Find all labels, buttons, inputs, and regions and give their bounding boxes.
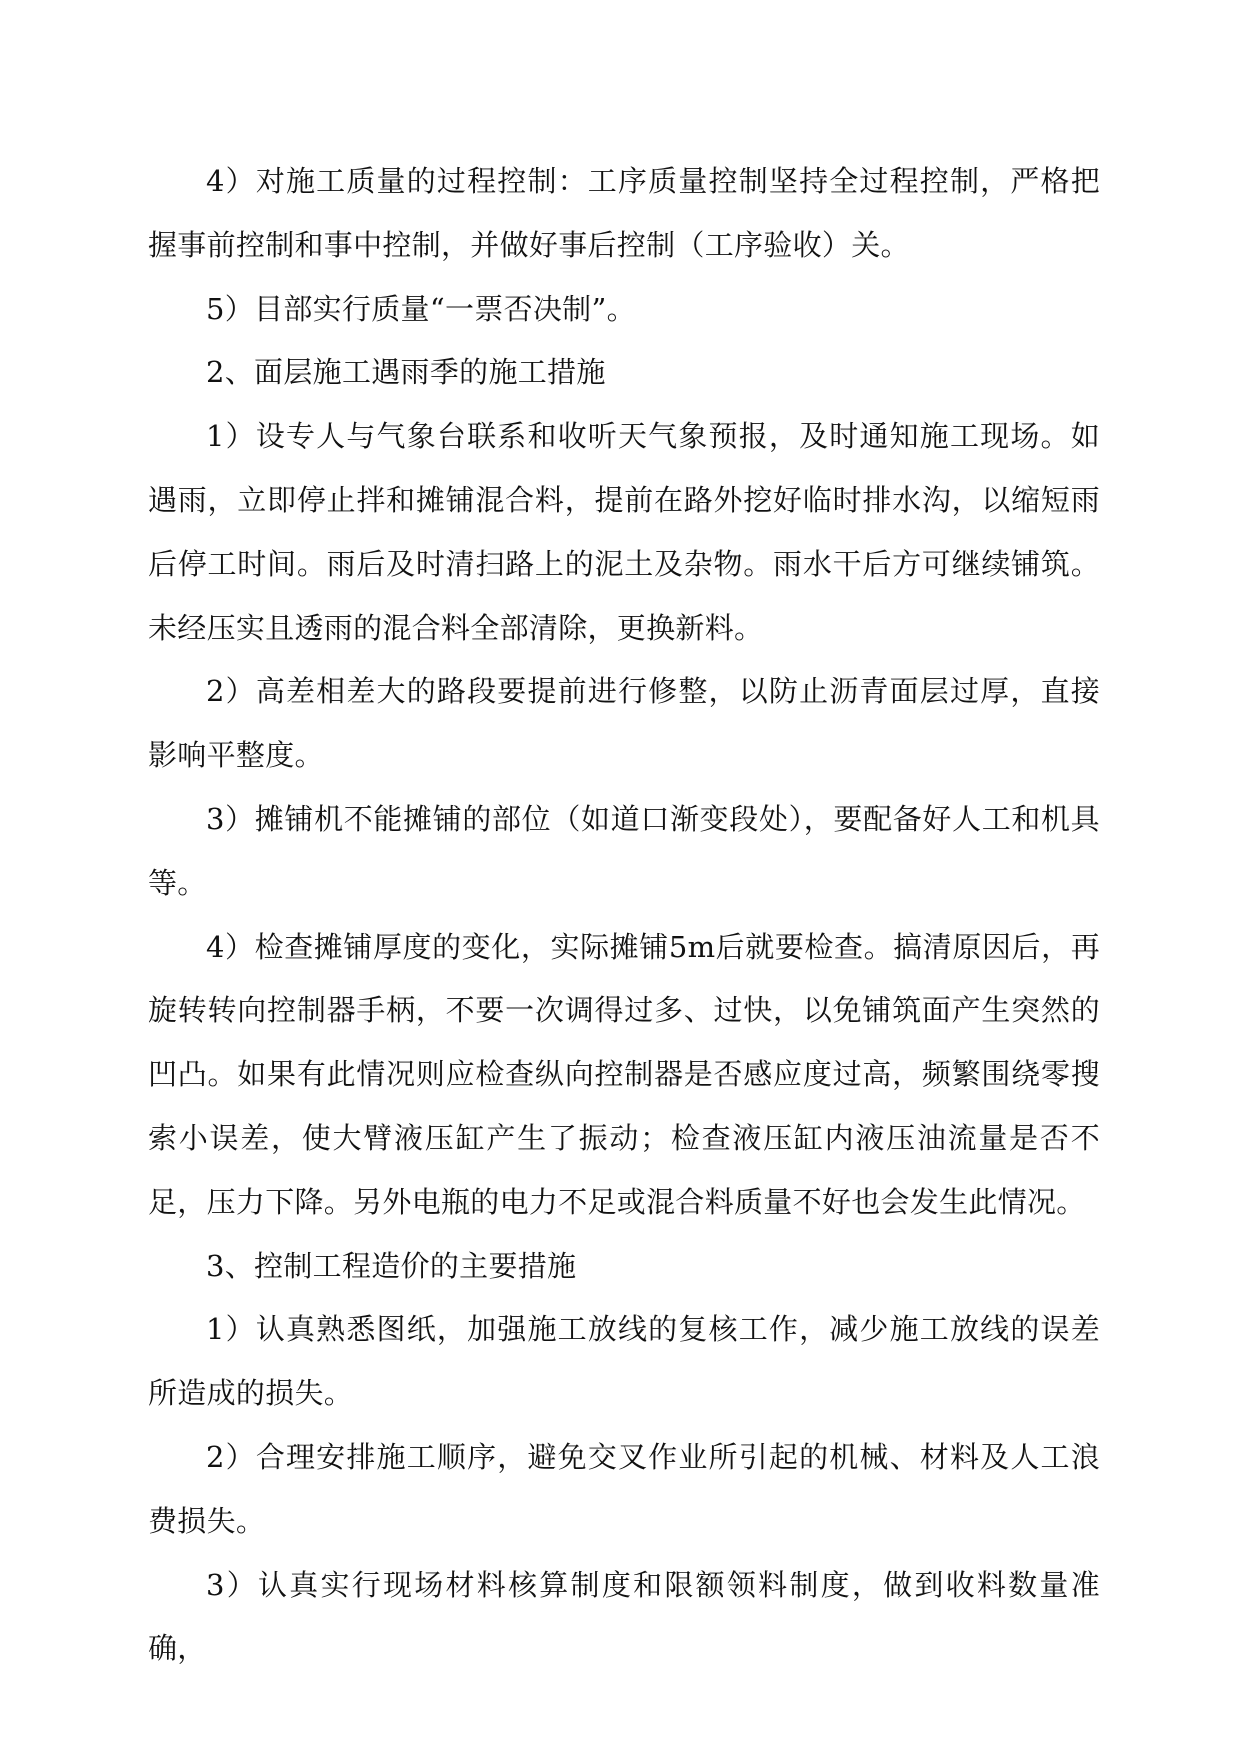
paragraph-construction-sequence: 2）合理安排施工顺序，避免交叉作业所引起的机械、材料及人工浪费损失。 [148,1439,1100,1538]
paragraph-drawing-review: 1）认真熟悉图纸，加强施工放线的复核工作，减少施工放线的误差所造成的损失。 [148,1312,1100,1411]
paragraph-material-accounting: 3）认真实行现场材料核算制度和限额领料制度，做到收料数量准确， [148,1567,1100,1666]
heading-rainy-season-measures: 2、面层施工遇雨季的施工措施 [206,355,606,390]
document-page [148,150,1100,1681]
paragraph-weather-monitoring: 1）设专人与气象台联系和收听天气象预报，及时通知施工现场。如遇雨，立即停止拌和摊铺混合料，提前在路外挖好临时排水沟，以缩短雨后停工时间。雨后及时清扫路上的泥土及杂物。雨水干后方可继续铺筑。未经压实且透雨的混合料全部清除，更换新料。 [148,419,1100,645]
paragraph-thickness-check: 4）检查摊铺厚度的变化，实际摊铺5m后就要检查。搞清原因后，再旋转转向控制器手柄，不要一次调得过多、过快，以免铺筑面产生突然的凹凸。如果有此情况则应检查纵向控制器是否感应度过高，频繁围绕零搜索小误差，使大臂液压缸产生了振动；检查液压缸内液压油流量是否不足，压力下降。另外电瓶的电力不足或混合料质量不好也会发生此情况。 [148,929,1100,1219]
heading-cost-control-measures: 3、控制工程造价的主要措施 [206,1248,577,1283]
paragraph-quality-process-control: 4）对施工质量的过程控制：工序质量控制坚持全过程控制，严格把握事前控制和事中控制，并做好事后控制（工序验收）关。 [148,164,1100,262]
paragraph-manual-paving: 3）摊铺机不能摊铺的部位（如道口渐变段处），要配备好人工和机具等。 [148,801,1100,900]
paragraph-road-leveling: 2）高差相差大的路段要提前进行修整，以防止沥青面层过厚，直接影响平整度。 [148,674,1100,773]
paragraph-quality-veto: 5）目部实行质量“一票否决制”。 [206,291,636,326]
